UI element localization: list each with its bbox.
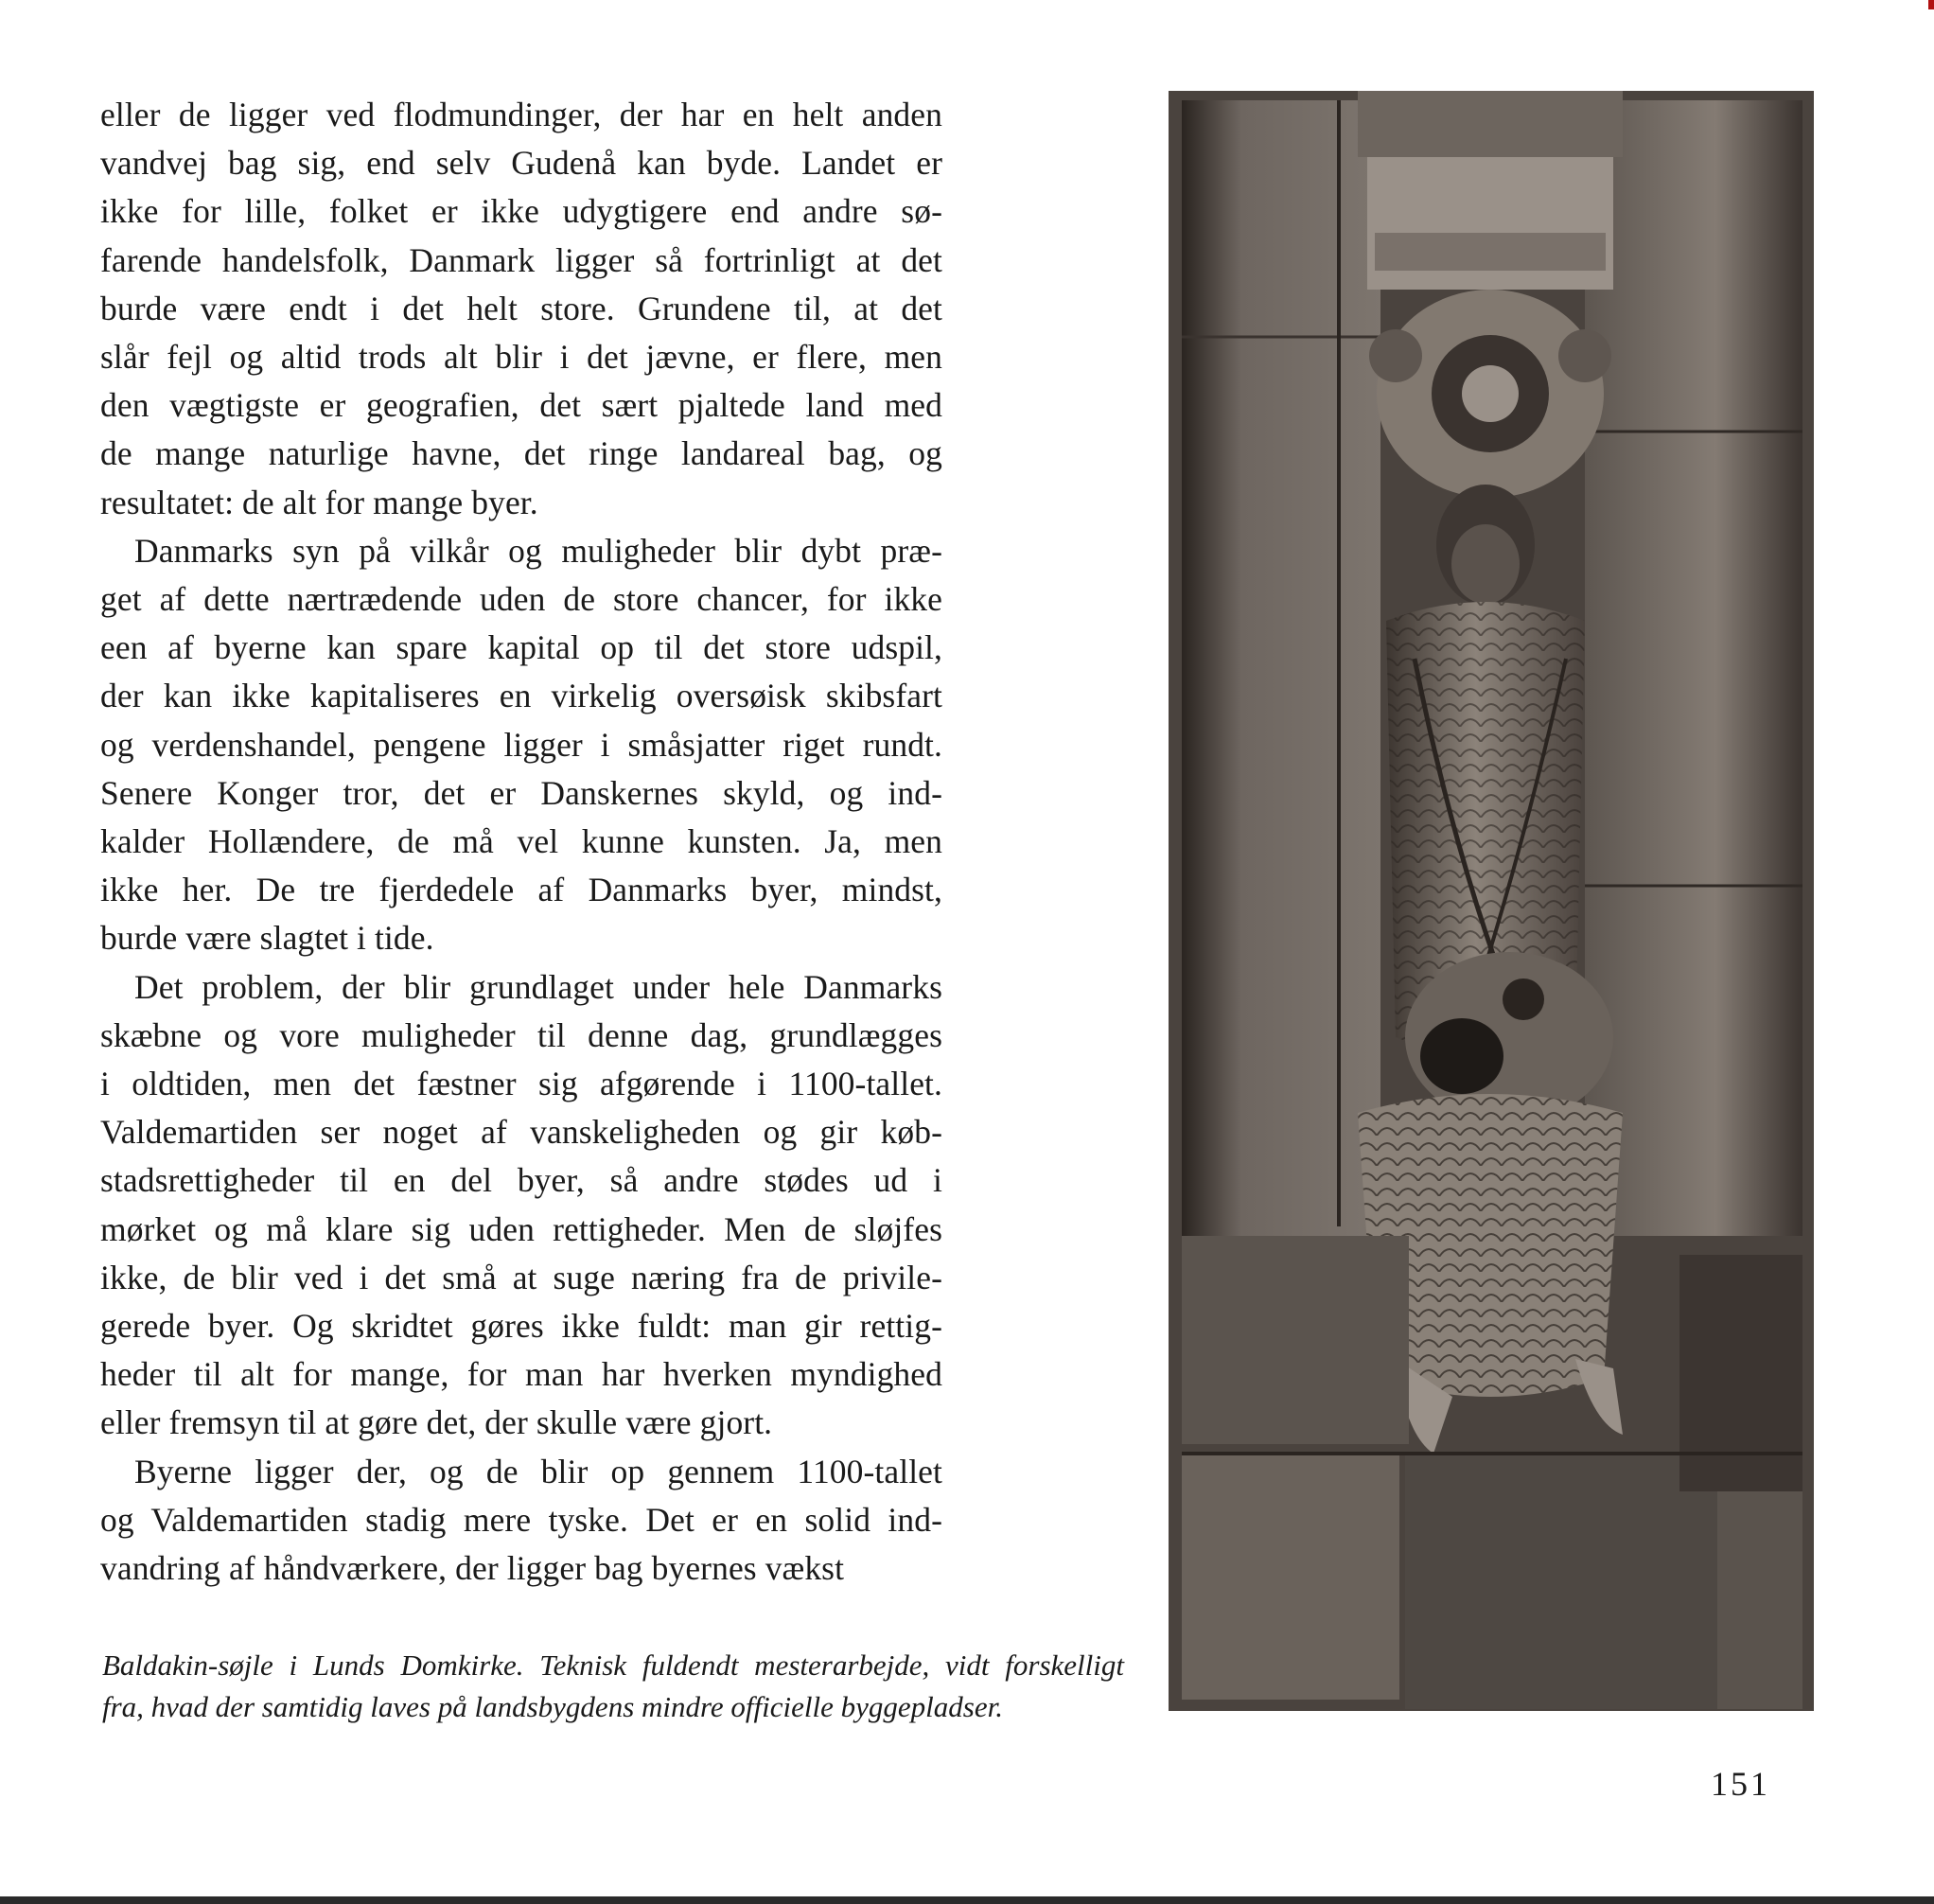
text-line: og verdenshandel, pengene ligger i småsjatter riget rundt. [100,725,942,764]
text-line: ikke for lille, folket er ikke udygtigere end andre sø- [100,192,942,231]
text-line: stadsrettigheder til en del byer, så andre stødes ud i [100,1161,942,1200]
text-line: der kan ikke kapitaliseres en virkelig oversøisk skibsfart [100,677,942,715]
paragraph-2 [100,527,942,963]
text-line: een af byerne kan spare kapital op til det store udspil, [100,628,942,667]
text-line: vandring af håndværkere, der ligger bag byernes vækst [100,1549,845,1588]
text-line: vandvej bag sig, end selv Gudenå kan byde. Landet er [100,144,942,183]
text-line: ikke her. De tre fjerdedele af Danmarks byer, mindst, [100,871,942,909]
text-line: mørket og må klare sig uden rettigheder. Men de sløjfes [100,1209,942,1248]
text-line: Det problem, der blir grundlaget under hele Danmarks [134,967,942,1006]
text-line: eller de ligger ved flodmundinger, der har en helt anden [100,96,942,133]
text-line: burde være endt i det helt store. Grundene til, at det [100,289,942,327]
paragraph-3 [100,963,942,1448]
text-line: eller fremsyn til at gøre det, der skulle være gjort. [100,1403,773,1442]
text-line: heder til alt for mange, for man har hverken myndighed [100,1355,942,1394]
page-number: 151 [1711,1765,1770,1803]
text-line: skæbne og vore muligheder til denne dag, grundlægges [100,1015,942,1054]
text-line: slår fejl og altid trods alt blir i det jævne, er flere, men [100,338,942,377]
page-corner-mark [1928,0,1934,9]
text-line: Baldakin-søjle i Lunds Domkirke. Teknisk fuldendt mesterarbejde, vidt forskelligt [102,1648,1124,1682]
text-line: Valdemartiden ser noget af vanskeligheden og gir køb- [100,1113,942,1152]
sculpture-photo [1169,91,1814,1711]
text-line: fra, hvad der samtidig laves på landsbygdens mindre officielle byggepladser. [102,1690,1003,1723]
text-line: i oldtiden, men det fæstner sig afgørende i 1100-tallet. [100,1065,942,1103]
paragraph-1 [100,91,942,527]
text-line: de mange naturlige havne, det ringe landareal bag, og [100,434,942,473]
photo-caption [102,1645,1124,1728]
paragraph-4 [100,1448,942,1594]
text-line: ikke, de blir ved i det små at suge næring fra de privile- [100,1258,942,1296]
text-line: get af dette nærtrædende uden de store chancer, for ikke [100,580,942,619]
text-line: burde være slagtet i tide. [100,919,434,958]
text-line: Senere Konger tror, det er Danskernes skyld, og ind- [100,773,942,812]
body-text [100,91,942,1593]
text-line: resultatet: de alt for mange byer. [100,483,538,521]
text-line: gerede byer. Og skridtet gøres ikke fuldt: man gir rettig- [100,1307,942,1346]
text-line: kalder Hollændere, de må vel kunne kunsten. Ja, men [100,822,942,861]
text-line: den vægtigste er geografien, det sært pjaltede land med [100,386,942,425]
page-edge [0,1896,1934,1904]
text-line: Byerne ligger der, og de blir op gennem 1100-tallet [134,1452,942,1490]
text-line: Danmarks syn på vilkår og muligheder blir dybt præ- [134,531,942,570]
text-line: og Valdemartiden stadig mere tyske. Det er en solid ind- [100,1500,942,1539]
text-line: farende handelsfolk, Danmark ligger så fortrinligt at det [100,240,942,279]
